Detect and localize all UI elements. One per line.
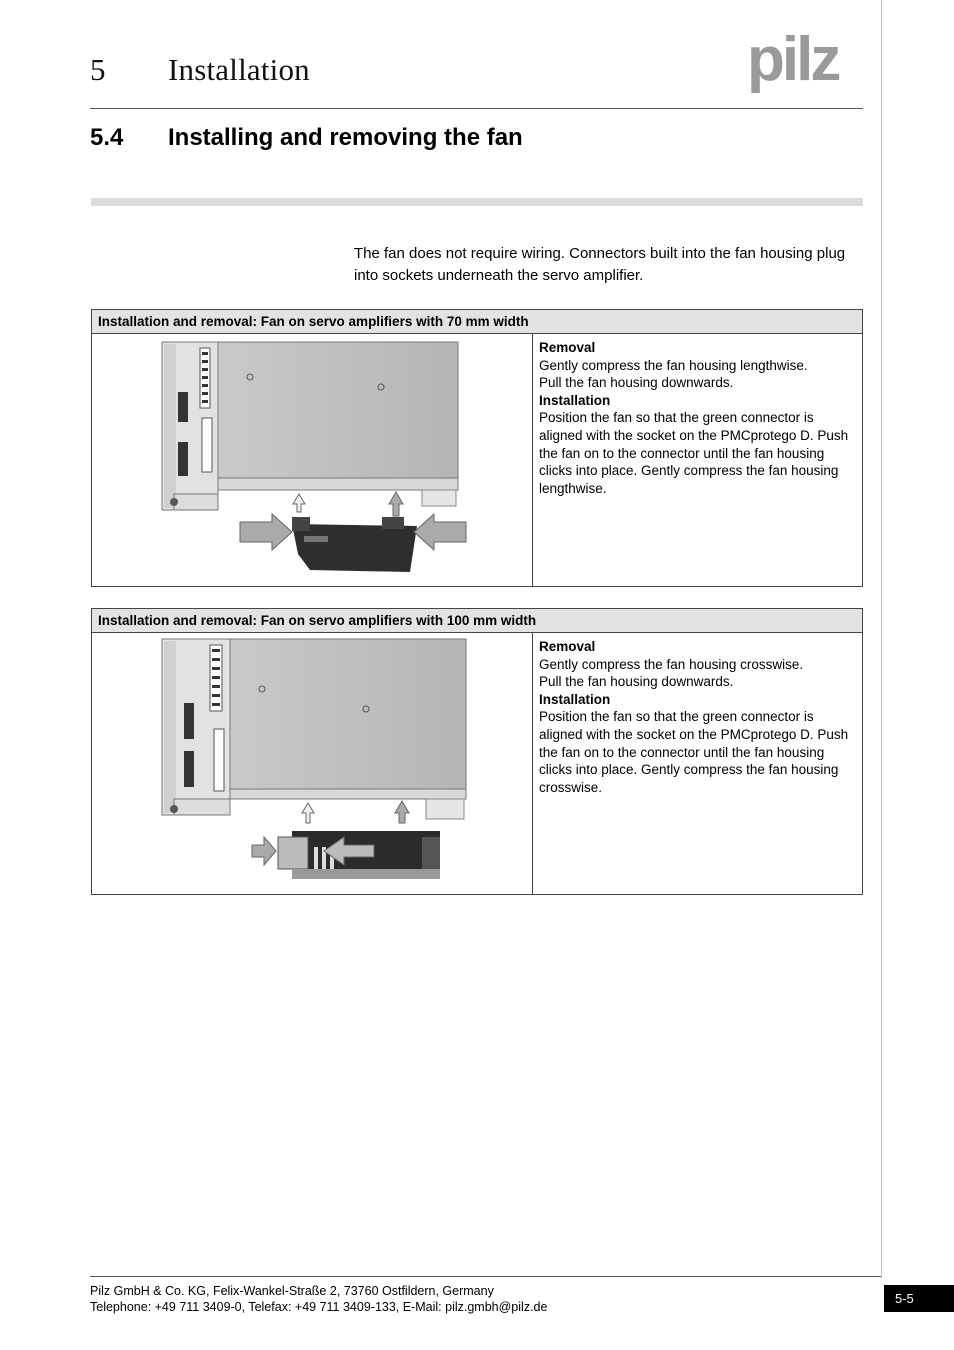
fan-illustration-70mm (92, 334, 533, 586)
removal-heading: Removal (539, 639, 596, 654)
footer (90, 1283, 547, 1315)
removal-text: Gently compress the fan housing lengthwise. Pull the fan housing downwards. (539, 357, 808, 391)
section-title: Installing and removing the fan (168, 124, 523, 151)
intro-paragraph: The fan does not require wiring. Connectors built into the fan housing plug into sockets underneath the servo amplifier. (354, 245, 846, 284)
installation-text: Position the fan so that the green connector is aligned with the socket on the PMCprotego D. Push the fan on to the connector until the fan housing clicks into place. Gently compress the fan housing lengthwise. (539, 410, 849, 496)
removal-text: Gently compress the fan housing crosswise. Pull the fan housing downwards. (539, 656, 804, 690)
installation-text: Position the fan so that the green connector is aligned with the socket on the PMCprotego D. Push the fan on to the connector until the fan housing clicks into place. Gently compress the fan housing crosswise. (539, 709, 849, 795)
section-number: 5.4 (90, 124, 124, 151)
fan-table-100mm (91, 608, 863, 895)
section-heading (90, 124, 523, 152)
footer-rule (90, 1276, 881, 1277)
chapter-title: Installation (168, 52, 310, 87)
installation-heading: Installation (539, 392, 611, 408)
table-header: Installation and removal: Fan on servo amplifiers with 100 mm width (92, 609, 862, 633)
right-margin-rule (881, 0, 882, 1278)
servo-amplifier-figure (92, 334, 532, 586)
logo-text: pilz (747, 28, 839, 94)
instructions-70mm (533, 334, 862, 586)
pilz-logo (747, 28, 865, 94)
servo-amplifier-figure (92, 633, 532, 894)
chapter-heading (90, 52, 310, 88)
section-bar (91, 198, 863, 206)
header-rule (90, 108, 863, 109)
footer-contact: Telephone: +49 711 3409-0, Telefax: +49 711 3409-133, E-Mail: pilz.gmbh@pilz.de (90, 1300, 548, 1314)
instructions-100mm (533, 633, 862, 894)
chapter-number: 5 (90, 52, 106, 87)
table-header: Installation and removal: Fan on servo amplifiers with 70 mm width (92, 310, 862, 334)
footer-address: Pilz GmbH & Co. KG, Felix-Wankel-Straße 2, 73760 Ostfildern, Germany (90, 1284, 494, 1298)
fan-table-70mm (91, 309, 863, 587)
installation-heading: Installation (539, 691, 611, 707)
fan-illustration-100mm (92, 633, 533, 894)
page-number: 5-5 (884, 1285, 954, 1312)
removal-heading: Removal (539, 340, 596, 355)
